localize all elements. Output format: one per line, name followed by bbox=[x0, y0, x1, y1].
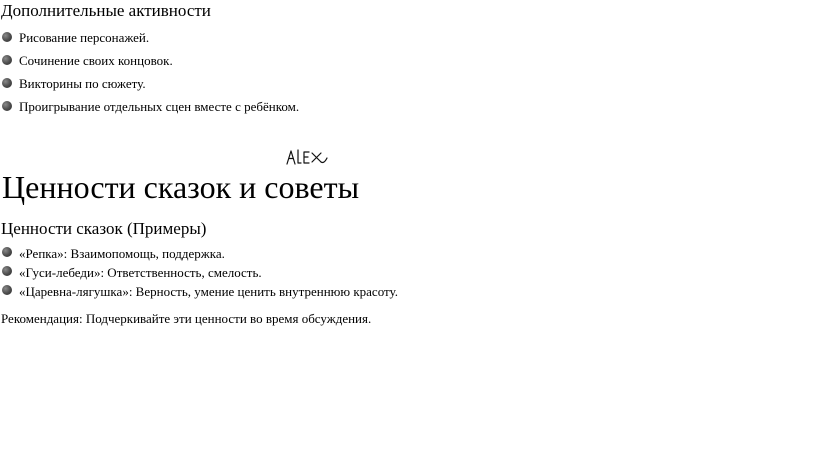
bullet-icon bbox=[2, 78, 12, 88]
bullet-icon bbox=[2, 266, 12, 276]
list-item-text: Сочинение своих концовок. bbox=[19, 53, 173, 68]
list-item-text: Рисование персонажей. bbox=[19, 30, 150, 45]
bullet-icon bbox=[2, 55, 12, 65]
list-item-text: Проигрывание отдельных сцен вместе с ребёнком. bbox=[19, 99, 300, 114]
list-item-text: «Царевна-лягушка»: Верность, умение ценить внутреннюю красоту. bbox=[19, 284, 398, 299]
bullet-icon bbox=[2, 285, 12, 295]
bullet-icon bbox=[2, 32, 12, 42]
recommendation-text: Рекомендация: Подчеркивайте эти ценности во время обсуждения. bbox=[1, 311, 372, 326]
signature-image bbox=[285, 146, 329, 168]
page-title: Ценности сказок и советы bbox=[2, 169, 360, 205]
list-item-text: Викторины по сюжету. bbox=[19, 76, 146, 91]
bullet-icon bbox=[2, 247, 12, 257]
list-item-text: «Гуси-лебеди»: Ответственность, смелость. bbox=[19, 265, 262, 280]
list-item-text: «Репка»: Взаимопомощь, поддержка. bbox=[19, 246, 225, 261]
values-subtitle: Ценности сказок (Примеры) bbox=[1, 219, 207, 238]
bullet-icon bbox=[2, 101, 12, 111]
activities-heading: Дополнительные активности bbox=[1, 1, 211, 20]
